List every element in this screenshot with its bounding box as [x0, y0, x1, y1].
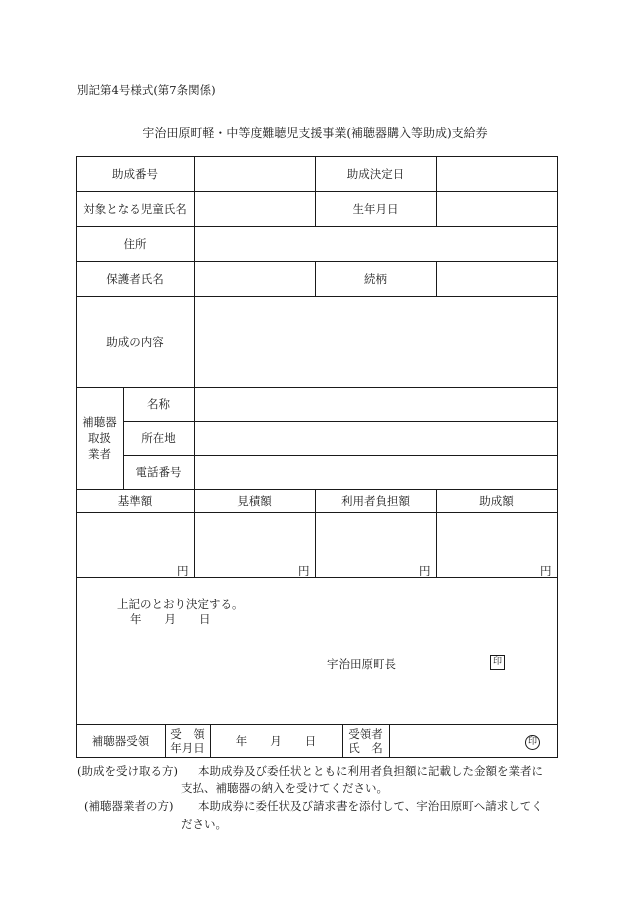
note-dealer-who: (補聴器業者の方)	[84, 799, 174, 813]
receipt-label: 補聴器受領	[91, 734, 150, 748]
receipt-date-label-line: 受 領	[170, 727, 205, 741]
form-id: 別記第4号様式(第7条関係)	[77, 83, 216, 97]
dealer-phone-label: 電話番号	[135, 465, 182, 479]
decision-date-label: 助成決定日	[346, 166, 405, 181]
dealer-location-label: 所在地	[141, 431, 176, 445]
standard-amount-header: 基準額	[117, 493, 153, 508]
dealer-phone-field[interactable]	[195, 456, 557, 489]
dealer-group-label-line: 取扱	[88, 431, 111, 445]
note-recipient-who: (助成を受け取る方)	[77, 764, 178, 778]
decision-statement: 上記のとおり決定する。	[117, 597, 244, 611]
guardian-name-field[interactable]	[195, 262, 315, 296]
address-label: 住所	[123, 236, 147, 251]
receiver-label-line: 氏 名	[348, 741, 383, 755]
address-field[interactable]	[195, 227, 557, 261]
receipt-date-label-line: 年月日	[170, 741, 205, 755]
grant-number-label: 助成番号	[112, 166, 158, 181]
note-recipient-line: 本助成券及び委任状とともに利用者負担額に記載した金額を業者に	[198, 764, 543, 778]
border-right	[557, 156, 558, 758]
note-recipient-line: 支払、補聴器の納入を受けてください。	[181, 781, 388, 795]
yen-unit: 円	[298, 564, 310, 578]
yen-unit: 円	[177, 564, 189, 578]
dealer-name-field[interactable]	[195, 388, 557, 421]
receipt-date-label	[165, 724, 210, 758]
grant-content-label: 助成の内容	[106, 334, 164, 349]
yen-unit: 円	[419, 564, 431, 578]
receipt-date-field[interactable]: 年 月 日	[235, 734, 317, 748]
dealer-group-label-line: 業者	[88, 447, 111, 461]
guardian-name-label: 保護者氏名	[106, 271, 164, 286]
note-dealer-line: ださい。	[181, 817, 227, 831]
mayor-seal-icon: 印	[490, 655, 505, 670]
row-divider	[76, 577, 558, 578]
child-name-field[interactable]	[195, 192, 315, 226]
receiver-seal-icon: 印	[525, 735, 540, 750]
grant-number-field[interactable]	[195, 157, 315, 191]
note-dealer-line: 本助成券に委任状及び請求書を添付して、宇治田原町へ請求してく	[198, 799, 543, 813]
user-burden-header: 利用者負担額	[341, 493, 410, 508]
form-title: 宇治田原町軽・中等度難聴児支援事業(補聴器購入等助成)支給券	[142, 126, 488, 140]
decision-date: 年 月 日	[130, 612, 211, 626]
dealer-name-label: 名称	[147, 397, 170, 411]
dealer-group-label-line: 補聴器	[82, 415, 117, 429]
grant-voucher-form	[76, 156, 558, 758]
relationship-label: 続柄	[364, 271, 387, 286]
estimate-amount-header: 見積額	[237, 493, 272, 508]
grant-content-field[interactable]	[195, 297, 557, 387]
decision-date-field[interactable]	[437, 157, 557, 191]
birth-date-label: 生年月日	[352, 201, 399, 216]
yen-unit: 円	[540, 564, 552, 578]
user-burden-field[interactable]	[316, 513, 436, 577]
receiver-label	[342, 724, 389, 758]
grant-amount-field[interactable]	[437, 513, 557, 577]
receiver-label-line: 受領者	[348, 727, 383, 741]
dealer-location-field[interactable]	[195, 422, 557, 455]
grant-amount-header: 助成額	[479, 493, 514, 508]
mayor-label: 宇治田原町長	[327, 657, 396, 671]
relationship-field[interactable]	[437, 262, 557, 296]
estimate-amount-field[interactable]	[195, 513, 315, 577]
dealer-group-label	[76, 387, 123, 489]
child-name-label: 対象となる児童氏名	[83, 201, 187, 216]
birth-date-field[interactable]	[437, 192, 557, 226]
